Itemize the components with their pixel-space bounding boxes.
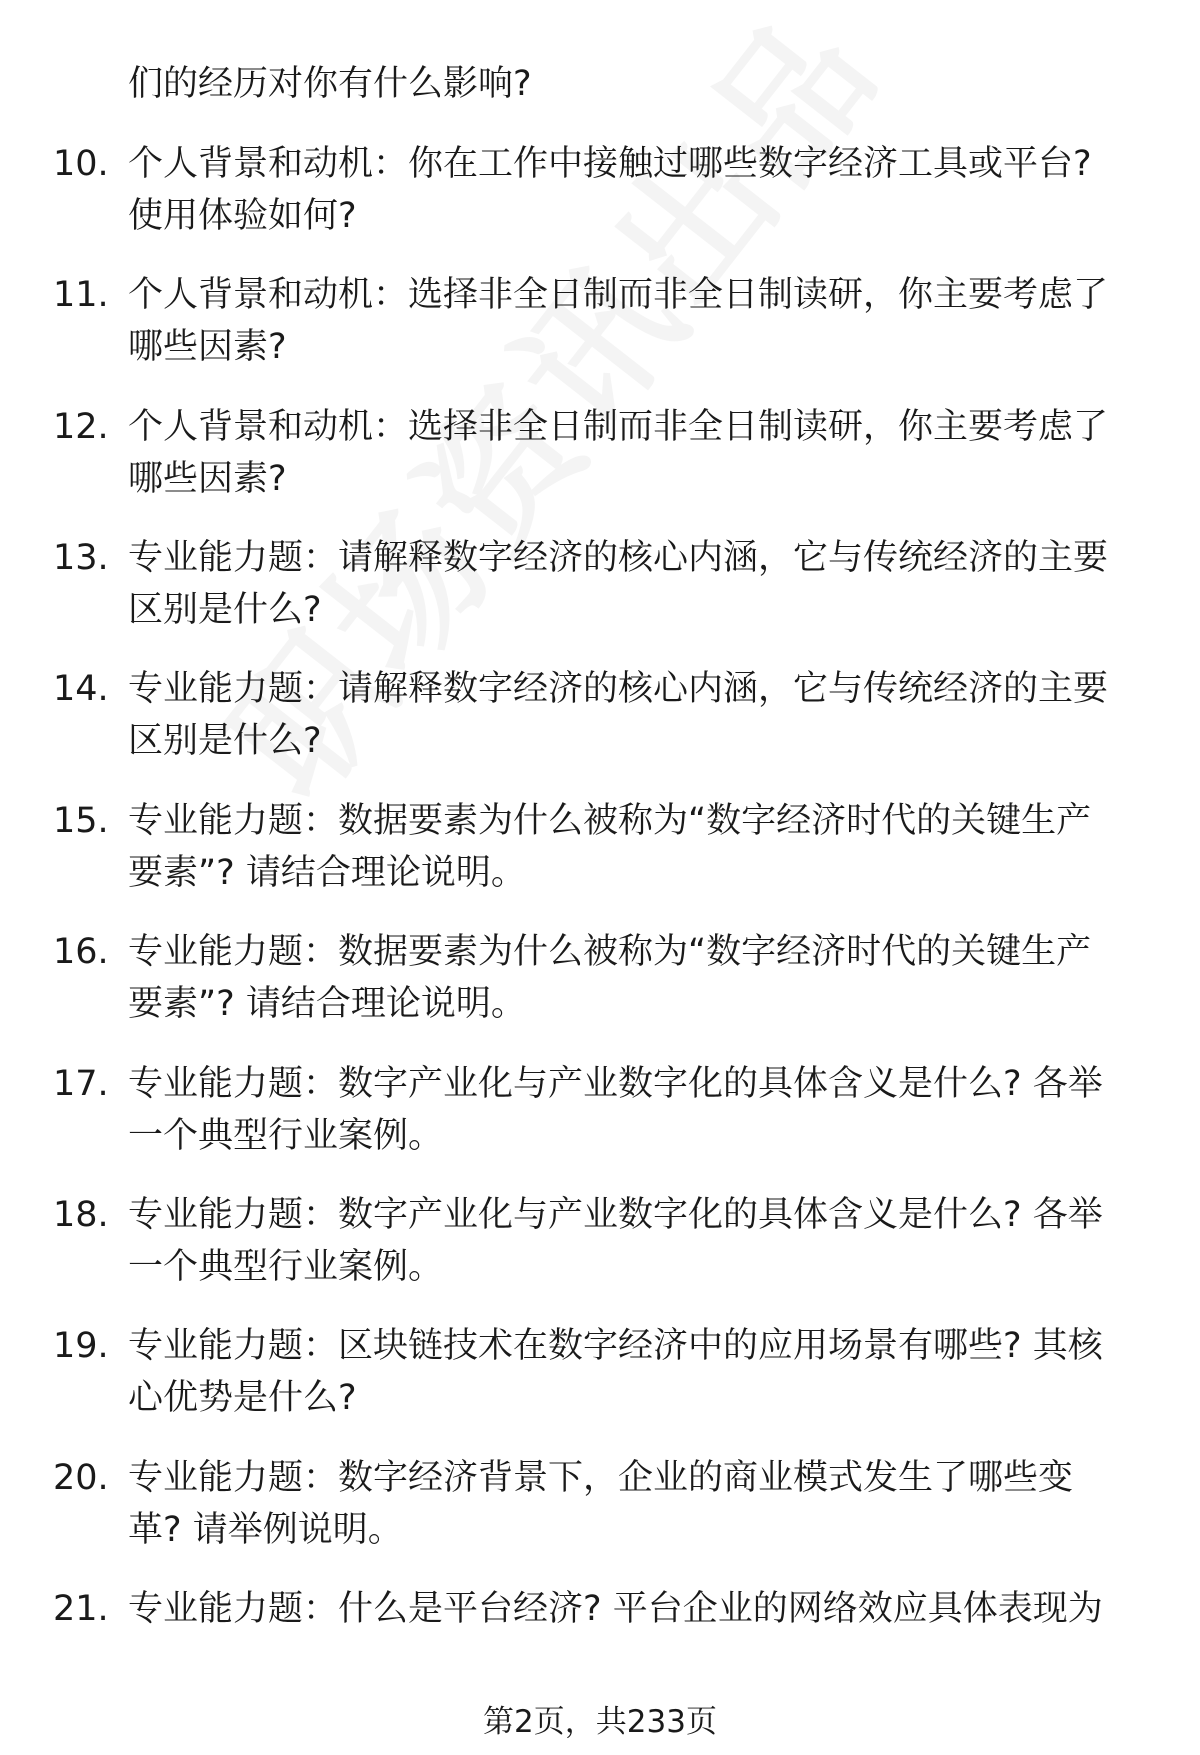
- question-text: 专业能力题：请解释数字经济的核心内涵，它与传统经济的主要 区别是什么?: [128, 669, 1109, 761]
- question-number: 19.: [53, 1326, 109, 1366]
- question-number: 13.: [53, 538, 109, 578]
- question-number: 11.: [53, 275, 109, 315]
- question-number: 14.: [53, 669, 109, 709]
- question-text: 专业能力题：数字经济背景下，企业的商业模式发生了哪些变 革? 请举例说明。: [128, 1458, 1074, 1550]
- question-text: 专业能力题：数据要素为什么被称为“数字经济时代的关键生产 要素”? 请结合理论说明。: [128, 932, 1092, 1024]
- question-number: 12.: [53, 407, 109, 447]
- question-text: 专业能力题：区块链技术在数字经济中的应用场景有哪些? 其核 心优势是什么?: [128, 1326, 1103, 1418]
- question-text: 专业能力题：数据要素为什么被称为“数字经济时代的关键生产 要素”? 请结合理论说明。: [128, 801, 1092, 893]
- question-text: 个人背景和动机：选择非全日制而非全日制读研，你主要考虑了 哪些因素?: [128, 407, 1109, 499]
- question-text: 专业能力题：请解释数字经济的核心内涵，它与传统经济的主要 区别是什么?: [128, 538, 1109, 630]
- question-number: 10.: [53, 144, 109, 184]
- question-number: 21.: [53, 1589, 109, 1629]
- question-number: 16.: [53, 932, 109, 972]
- question-number: 15.: [53, 801, 109, 841]
- question-number: 20.: [53, 1458, 109, 1498]
- continuation-line: 们的经历对你有什么影响?: [128, 64, 532, 104]
- question-text: 专业能力题：数字产业化与产业数字化的具体含义是什么? 各举 一个典型行业案例。: [128, 1195, 1103, 1287]
- question-text: 个人背景和动机：你在工作中接触过哪些数字经济工具或平台? 使用体验如何?: [128, 144, 1092, 236]
- page-footer: 第2页，共233页: [483, 1704, 717, 1740]
- question-text: 个人背景和动机：选择非全日制而非全日制读研，你主要考虑了 哪些因素?: [128, 275, 1109, 367]
- question-text: 专业能力题：什么是平台经济? 平台企业的网络效应具体表现为: [128, 1589, 1103, 1629]
- question-text: 专业能力题：数字产业化与产业数字化的具体含义是什么? 各举 一个典型行业案例。: [128, 1064, 1103, 1156]
- question-number: 18.: [53, 1195, 109, 1235]
- question-number: 17.: [53, 1064, 109, 1104]
